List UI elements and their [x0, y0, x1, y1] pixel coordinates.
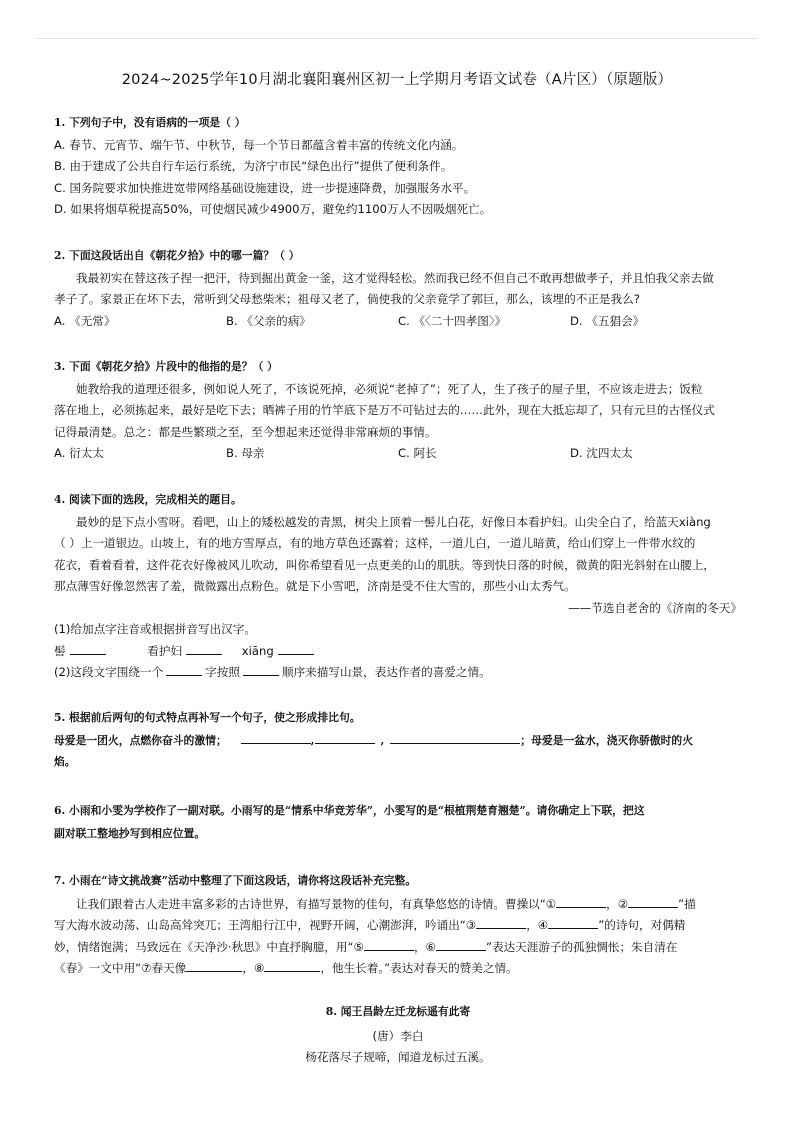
answer-blank-2[interactable]	[628, 894, 678, 908]
passage-line: 记得最清楚。总之：都是些繁琐之至，至今想起来还觉得非常麻烦的事情。	[54, 424, 437, 439]
option-c: C. 《〈二十四孝图〉》	[398, 313, 507, 328]
sub-question-2-text: 顺序来描写山景，表达作者的喜爱之情。	[281, 665, 491, 679]
question-6-stem-line2: 副对联工整地抄写到相应位置。	[54, 826, 206, 840]
passage-line: 我最初实在替这孩子捏一把汗，待到掘出黄金一釜，这才觉得轻松。然而我已经不但自己不敢再想做孝子，并且怕我父亲去做	[76, 270, 714, 285]
question-8-stem: 8. 闻王昌龄左迁龙标遥有此寄	[325, 1005, 471, 1018]
answer-blank[interactable]	[390, 730, 520, 744]
answer-blank[interactable]	[166, 662, 202, 676]
question-4	[54, 489, 742, 684]
option-c: C. 国务院要求加快推进宽带网络基础设施建设，进一步提速降费，加强服务水平。	[54, 180, 476, 195]
dotted-word: 看护妇	[147, 643, 183, 658]
answer-blank[interactable]	[241, 730, 311, 744]
passage-line: 最妙的是下点小雪呀。看吧，山上的矮松越发的青黑，树尖上顶着一髻儿白花，好像日本看护妇。山尖全白了，给蓝天xiàng	[76, 514, 711, 529]
passage-line: 《春》一文中用“⑦春天像 ，⑧ ，他生长着。”表达对春天的赞美之情。	[54, 958, 742, 980]
passage-line: 写大海水波动荡、山岛高耸突兀；王湾船行江中，视野开阔，心潮澎湃，吟诵出“③ ，④ ”的诗句，对偶精	[54, 915, 742, 937]
sentence-left: 母爱是一团火，点燃你奋斗的激情；	[54, 733, 227, 747]
question-1-stem: 1. 下列句子中，没有语病的一项是（ ）	[54, 116, 246, 129]
answer-blank-6[interactable]	[436, 937, 486, 951]
answer-blank-1[interactable]	[556, 894, 606, 908]
question-1	[54, 112, 742, 221]
sentence-end: 焰。	[54, 755, 76, 768]
dotted-char: 髻	[54, 643, 66, 658]
question-3-stem: 3. 下面《朝花夕拾》片段中的他指的是？（ ）	[54, 360, 278, 373]
option-b: B. 母亲	[226, 446, 265, 460]
question-7-stem: 7. 小雨在“诗文挑战赛”活动中整理了下面这段话，请你将这段话补充完整。	[54, 874, 417, 887]
option-a: A. 《无常》	[54, 313, 116, 328]
header-divider	[36, 38, 758, 39]
answer-blank-8[interactable]	[264, 958, 320, 972]
answer-blank-3[interactable]	[476, 915, 526, 929]
sub-question-2-text: (2)这段文字围绕一个	[54, 665, 164, 679]
question-5-stem: 5. 根据前后两句的句式特点再补写一个句子，使之形成排比句。	[54, 711, 361, 724]
question-5-sentence: 母爱是一团火，点燃你奋斗的激情； , , ；母爱是一盆水，浇灭你骄傲时的火	[54, 730, 742, 752]
answer-blank-4[interactable]	[548, 915, 598, 929]
answer-blank[interactable]	[186, 641, 222, 655]
answer-blank[interactable]	[315, 730, 375, 744]
sub-question-1: (1)给加点字注音或根据拼音写出汉字。	[54, 622, 256, 636]
option-d: D. 如果将烟草税提高50%，可使烟民减少4900万，避免约1100万人不因吸烟死亡。	[54, 202, 492, 216]
option-row	[54, 443, 742, 465]
poem-line-1: 杨花落尽子规啼，闻道龙标过五溪。	[305, 1050, 491, 1064]
question-2	[54, 245, 742, 332]
sub-question-2	[54, 662, 742, 684]
answer-blank-7[interactable]	[186, 958, 242, 972]
page-title: 2024~2025学年10月湖北襄阳襄州区初一上学期月考语文试卷（A片区）（原题版）	[121, 72, 673, 88]
option-b: B. 由于建成了公共自行车运行系统，为济宁市民“绿色出行”提供了便利条件。	[54, 159, 453, 173]
poem-author: (唐）李白	[372, 1029, 424, 1043]
option-b: B. 《父亲的病》	[226, 313, 311, 328]
passage-line: 孝子了。家景正在坏下去，常听到父母愁柴米；祖母又老了，倘使我的父亲竟学了郭巨，那么，该埋的不正是我么?	[54, 292, 640, 306]
passage-line: 那点薄雪好像忽然害了羞，微微露出点粉色。就是下小雪吧，济南是受不住大雪的，那些小山太秀气。	[54, 579, 576, 593]
question-5	[54, 707, 742, 773]
answer-blank-5[interactable]	[364, 937, 414, 951]
passage-line: 妙，情绪饱满；马致远在《天净沙·秋思》中直抒胸臆，用“⑤ ，⑥ ”表达天涯游子的孤独惆怅；朱自清在	[54, 937, 742, 959]
passage-line: （ ）上一道银边。山坡上，有的地方雪厚点，有的地方草色还露着；这样，一道儿白，一道儿暗黄，给山们穿上一件带水纹的	[54, 536, 696, 550]
question-7	[54, 870, 742, 980]
sentence-right: ；母爱是一盆水，浇灭你骄傲时的火	[520, 733, 694, 747]
option-a: A. 衍太太	[54, 446, 104, 460]
passage-line: 花衣，看着看着，这件花衣好像被风儿吹动，叫你希望看见一点更美的山的肌肤。等到快日落的时候，微黄的阳光斜射在山腰上，	[54, 557, 715, 572]
pinyin: xiāng	[241, 643, 274, 658]
passage-line: 她教给我的道理还很多，例如说人死了，不该说死掉，必须说“老掉了”；死了人，生了孩子的屋子里，不应该走进去；饭粒	[76, 381, 703, 396]
passage-line: 落在地上，必须拣起来，最好是吃下去；晒裤子用的竹竿底下是万不可钻过去的……此外，现在大抵忘却了，只有元旦的古怪仪式	[54, 403, 715, 417]
passage-source: ——节选自老舍的《济南的冬天》	[568, 600, 742, 615]
sub-question-1-items	[54, 641, 742, 663]
option-d: D. 沈四太太	[570, 446, 633, 460]
question-3	[54, 356, 742, 465]
option-a: A. 春节、元宵节、端午节、中秋节，每一个节日都蕴含着丰富的传统文化内涵。	[54, 137, 464, 152]
question-4-stem: 4. 阅读下面的选段，完成相关的题目。	[54, 493, 242, 506]
answer-blank[interactable]	[243, 662, 279, 676]
answer-blank[interactable]	[70, 641, 106, 655]
question-2-stem: 2. 下面这段话出自《朝花夕拾》中的哪一篇？（ ）	[54, 249, 300, 262]
question-6-stem-line1: 6. 小雨和小雯为学校作了一副对联。小雨写的是“情系中华竞芳华”，小雯写的是“根植荆楚育翘楚”。请你确定上下联，把这	[54, 804, 645, 817]
option-row	[54, 311, 742, 333]
passage-line: 让我们跟着古人走进丰富多彩的古诗世界，有描写景物的佳句，有真挚悠悠的诗情。曹操以“① ，② ”描	[54, 894, 742, 916]
option-d: D. 《五猖会》	[570, 313, 645, 328]
sub-question-2-text: 字按照	[205, 665, 240, 679]
question-6	[54, 800, 742, 844]
option-c: C. 阿长	[398, 446, 437, 460]
answer-blank[interactable]	[278, 641, 314, 655]
